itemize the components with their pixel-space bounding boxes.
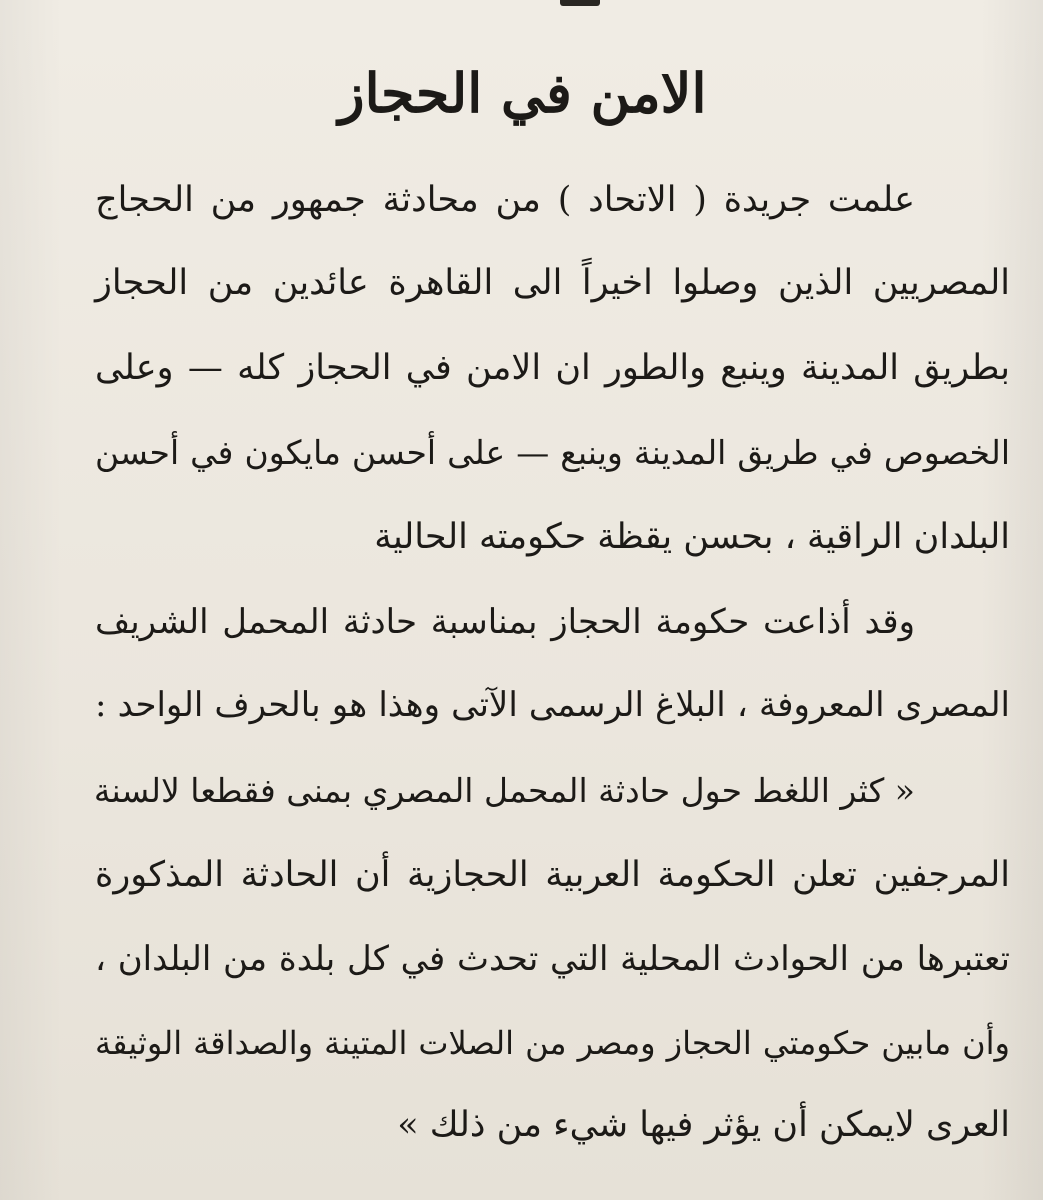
paragraph-line: المصريين الذين وصلوا اخيراً الى القاهرة عائدين من الحجاز — [95, 263, 1010, 303]
quote-line: المرجفين تعلن الحكومة العربية الحجازية أن الحادثة المذكورة — [95, 855, 1010, 895]
paragraph-line: المصرى المعروفة ، البلاغ الرسمى الآتى وهذا هو بالحرف الواحد : — [95, 685, 1010, 725]
quote-line: « كثر اللغط حول حادثة المحمل المصري بمنى فقطعا لالسنة — [93, 771, 915, 810]
paragraph-line: بطريق المدينة وينبع والطور ان الامن في الحجاز كله — وعلى — [95, 348, 1010, 388]
quote-line: تعتبرها من الحوادث المحلية التي تحدث في كل بلدة من البلدان ، — [95, 939, 1010, 979]
page-edge-mark — [560, 0, 600, 6]
quote-line: العرى لايمكن أن يؤثر فيها شيء من ذلك » — [397, 1105, 1010, 1145]
paragraph-line: الخصوص في طريق المدينة وينبع — على أحسن مايكون في أحسن — [95, 433, 1010, 472]
quote-line: وأن مابين حكومتي الحجاز ومصر من الصلات المتينة والصداقة الوثيقة — [95, 1024, 1010, 1062]
paragraph-line: علمت جريدة ( الاتحاد ) من محادثة جمهور من الحجاج — [95, 180, 915, 220]
article-title: الامن في الحجاز — [338, 61, 707, 125]
paragraph-line: وقد أذاعت حكومة الحجاز بمناسبة حادثة المحمل الشريف — [95, 602, 915, 642]
paragraph-line: البلدان الراقية ، بحسن يقظة حكومته الحالية — [374, 517, 1010, 557]
